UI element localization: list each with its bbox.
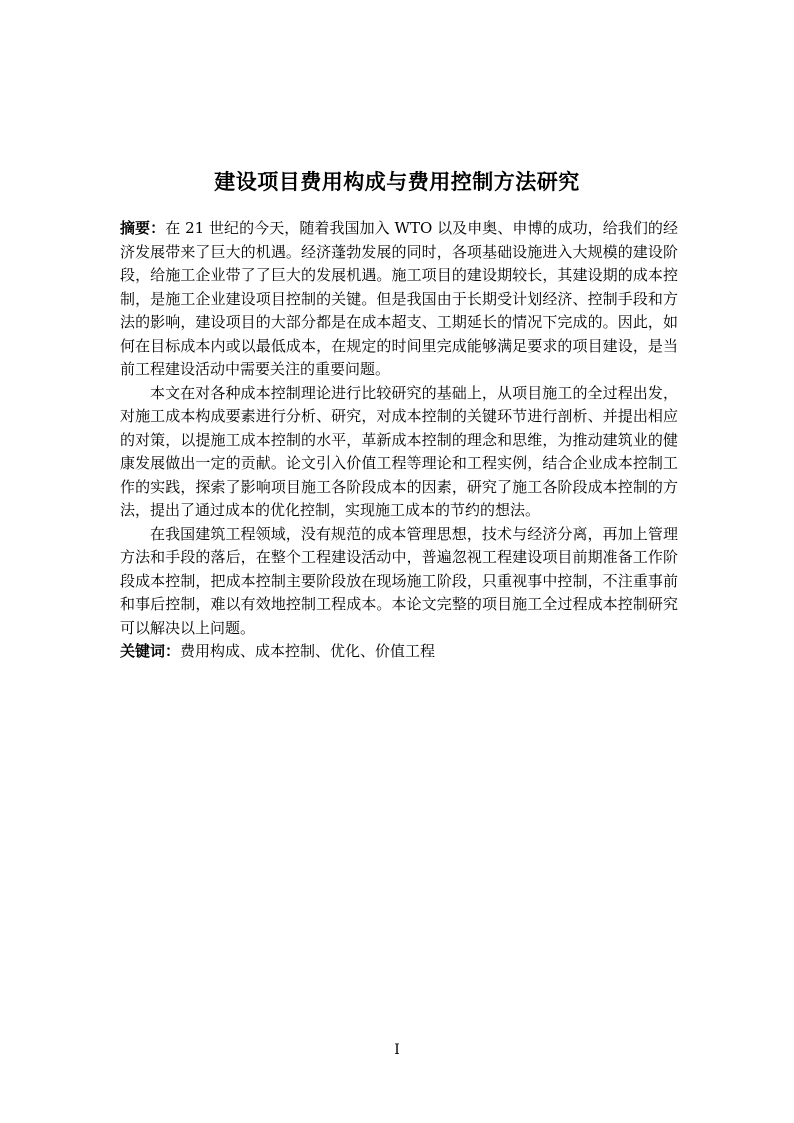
document-title: 建设项目费用构成与费用控制方法研究 <box>214 169 580 194</box>
abstract-section <box>120 217 678 664</box>
keywords-text: 费用构成、成本控制、优化、价值工程 <box>180 642 436 660</box>
keywords-label: 关键词： <box>120 642 181 660</box>
abstract-paragraph-3: 在我国建筑工程领域，没有规范的成本管理思想，技术与经济分离，再加上管理方法和手段的落后，在整个工程建设活动中，普遍忽视工程建设项目前期准备工作阶段成本控制，把成本控制主要阶段放在现场施工阶段，只重视事中控制，不注重事前和事后控制，难以有效地控制工程成本。本论文完整的项目施工全过程成本控制研究可以解决以上问题。 <box>120 524 678 637</box>
abstract-paragraph-1 <box>120 217 678 382</box>
keywords-line <box>120 640 678 664</box>
page-number: I <box>394 1042 400 1058</box>
abstract-label: 摘要： <box>120 219 166 237</box>
abstract-paragraph-2: 本文在对各种成本控制理论进行比较研究的基础上，从项目施工的全过程出发，对施工成本构成要素进行分析、研究，对成本控制的关键环节进行剖析、并提出相应的对策，以提施工成本控制的水平，革新成本控制的理念和思维，为推动建筑业的健康发展做出一定的贡献。论文引入价值工程等理论和工程实例，结合企业成本控制工作的实践，探索了影响项目施工各阶段成本的因素，研究了施工各阶段成本控制的方法，提出了通过成本的优化控制，实现施工成本的节约的想法。 <box>120 383 678 519</box>
abstract-paragraph-1-text: 在 21 世纪的今天，随着我国加入 WTO 以及申奥、申博的成功，给我们的经济发展带来了巨大的机遇。经济蓬勃发展的同时，各项基础设施进入大规模的建设阶段，给施工企业带了了巨大的发展机遇。施工项目的建设期较长，其建设期的成本控制，是施工企业建设项目控制的关键。但是我国由于长期受计划经济、控制手段和方法的影响，建设项目的大部分都是在成本超支、工期延长的情况下完成的。因此，如何在目标成本内或以最低成本，在规定的时间里完成能够满足要求的项目建设，是当前工程建设活动中需要关注的重要问题。 <box>120 219 678 378</box>
